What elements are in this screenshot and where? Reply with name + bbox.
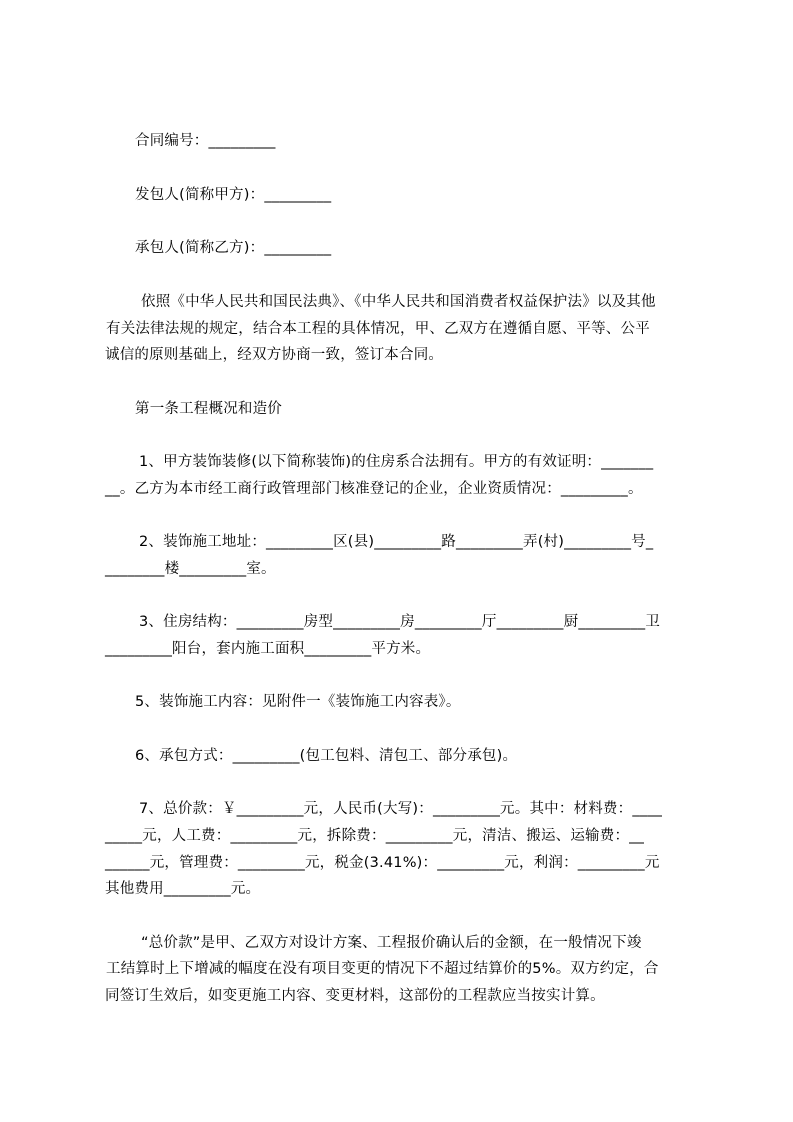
total-price-note-line-1: “总价款”是甲、乙双方对设计方案、工程报价确认后的金额，在一般情况下竣 [141,935,642,951]
article-1-heading: 第一条工程概况和造价 [135,401,282,417]
clause-1-line-2: __。乙方为本市经工商行政管理部门核准登记的企业，企业资质情况：_________。 [105,481,643,497]
preamble-line-2: 有关法律法规的规定，结合本工程的具体情况，甲、乙双方在遵循自愿、平等、公平 [106,321,650,337]
clause-2-line-2: ________楼_________室。 [105,561,276,577]
clause-3-line-1: 3、住房结构：_________房型_________房_________厅_________厨_________卫 [139,614,661,630]
clause-6-line: 6、承包方式：_________(包工包料、清包工、部分承包)。 [135,748,518,764]
clause-7-line-2: _____元，人工费：_________元，拆除费：_________元，清洁、搬运、运输费：__ [105,828,645,844]
clause-7-line-4: 其他费用_________元。 [105,881,261,897]
clause-7-line-1: 7、总价款：￥_________元，人民币(大写)：_________元。其中：材料费：____ [139,801,663,817]
clause-5-line: 5、装饰施工内容：见附件一《装饰施工内容表》。 [135,694,461,710]
preamble-line-1: 依照《中华人民共和国民法典》、《中华人民共和国消费者权益保护法》以及其他 [141,294,656,310]
clause-1-line-1: 1、甲方装饰装修(以下简称装饰)的住房系合法拥有。甲方的有效证明：_______ [139,454,654,470]
preamble-line-3: 诚信的原则基础上，经双方协商一致，签订本合同。 [105,347,444,363]
total-price-note-line-3: 同签订生效后，如变更施工内容、变更材料，这部份的工程款应当按实计算。 [105,988,605,1004]
total-price-note-line-2: 工结算时上下增减的幅度在没有项目变更的情况下不超过结算价的5%。双方约定，合 [106,961,659,977]
clause-7-line-3: ______元，管理费：_________元，税金(3.41%)：_________元，利润：_________元 [105,855,660,871]
clause-3-line-2: _________阳台，套内施工面积_________平方米。 [105,641,431,657]
party-a-line: 发包人(简称甲方)：_________ [135,187,332,203]
contract-number-line: 合同编号：_________ [135,133,276,149]
party-b-line: 承包人(简称乙方)：_________ [135,240,332,256]
clause-2-line-1: 2、装饰施工地址：_________区(县)_________路_________弄(村)_________号_ [139,534,654,550]
